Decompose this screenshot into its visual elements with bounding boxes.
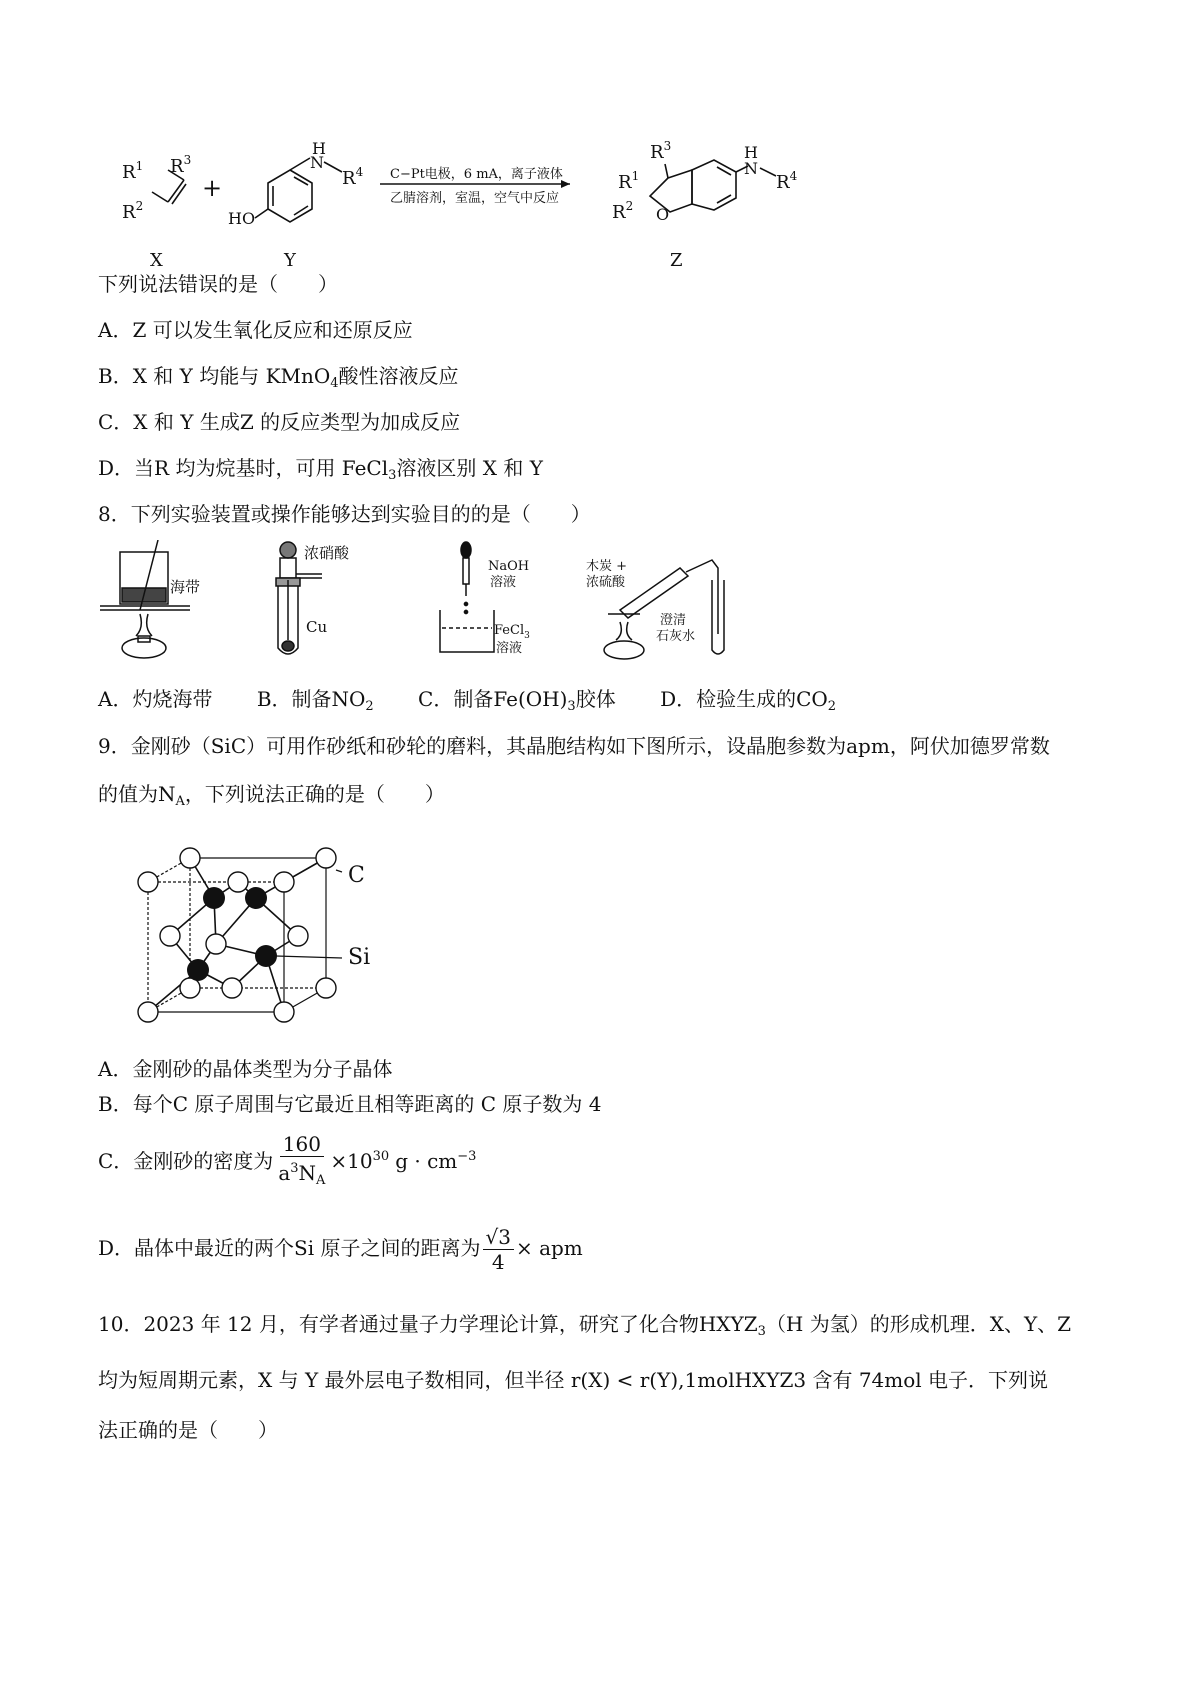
label-y: Y (284, 250, 296, 271)
d-acid-label: 浓硫酸 (586, 575, 626, 590)
q8-option-c: C．制备$Fe(OH)_3$胶体 (418, 687, 616, 714)
q9-stem-line1: 9．金刚砂（SiC）可用作砂纸和砂轮的磨料，其晶胞结构如下图所示，设晶胞参数为apm，阿伏加德罗常数 (98, 734, 1050, 758)
condition-top: C−Pt电极，6 mA，离子液体 (390, 167, 563, 182)
q9-option-a: A．金刚砂的晶体类型为分子晶体 (98, 1057, 393, 1081)
z-o: O (656, 205, 670, 224)
q9-option-c: C．金刚砂的密度为 $\frac{160}{a^3N_A}$ $\times 10^{30}$ $g \cdot cm^{-3}$ (98, 1132, 476, 1193)
q10-line3: 法正确的是（ ） (98, 1418, 278, 1442)
q10-line2: 均为短周期元素，X 与 Y 最外层电子数相同，但半径 r(X) < r(Y),1molHXYZ3 含有 74mol 电子．下列说 (98, 1368, 1049, 1392)
apparatus-c (440, 542, 494, 652)
x-r2: $R^2$ (122, 199, 144, 223)
reaction-scheme (120, 140, 840, 280)
q8-option-d: D．检验生成的$CO_2$ (660, 687, 837, 714)
z-r3: $R^3$ (650, 140, 672, 163)
apparatus-a (100, 540, 190, 658)
z-h: H (744, 143, 758, 162)
compound-y (255, 158, 342, 222)
q7-option-c: C．X 和 Y 生成Z 的反应类型为加成反应 (98, 410, 461, 434)
c-atom-label: C (348, 863, 365, 888)
a-seaweed-label: 海带 (170, 578, 201, 596)
q7-stem: 下列说法错误的是（ ） (98, 272, 338, 296)
y-ho: HO (228, 209, 256, 228)
sic-unit-cell-figure (130, 840, 420, 1030)
q10-line1: 10．2023 年 12 月，有学者通过量子力学理论计算，研究了化合物$HXYZ_3(H$ 为氢）的形成机理．X、Y、Z (98, 1312, 1072, 1339)
b-cu-label: Cu (306, 618, 328, 636)
si-atom-label: Si (348, 945, 371, 970)
c-naoh-label-2: 溶液 (490, 575, 517, 590)
q8-options (98, 685, 836, 721)
z-n: N (744, 159, 758, 178)
q7-option-d: D．当R 均为烷基时，可用 FeCl$_3$溶液区别 X 和 Y (98, 456, 543, 483)
x-r1: $R^1$ (122, 159, 144, 183)
x-r3: $R^3$ (170, 153, 192, 177)
z-r1: $R^1$ (618, 169, 640, 193)
distance-fraction: $\frac{√3}{4}$ (483, 1225, 514, 1274)
q9-stem-line2: 的值为$N_A$，下列说法正确的是（ ） (98, 782, 445, 809)
q8-apparatus-figure (100, 540, 820, 670)
label-z: Z (670, 250, 683, 271)
z-r2: $R^2$ (612, 199, 634, 223)
silicon-atoms (187, 887, 277, 981)
q8-option-a: A．灼烧海带 (98, 687, 213, 711)
q7-option-a: A．Z 可以发生氧化反应和还原反应 (98, 318, 413, 342)
q8-stem: 8．下列实验装置或操作能够达到实验目的的是（ ） (98, 502, 591, 526)
q8-option-b: B．制备$NO_2$ (256, 687, 374, 714)
q9-option-b: B．每个C 原子周围与它最近且相等距离的 C 原子数为 4 (98, 1092, 602, 1116)
plus-sign: + (202, 174, 223, 202)
d-charcoal-label: 木炭 + (586, 559, 628, 574)
c-naoh-label-1: NaOH (488, 559, 530, 574)
q9-option-d: D．晶体中最近的两个Si 原子之间的距离为 $\frac{√3}{4}$ × apm (98, 1225, 583, 1274)
density-fraction: $\frac{160}{a^3N_A}$ (278, 1132, 326, 1188)
b-nitric-acid-label: 浓硝酸 (304, 544, 350, 562)
c-fecl3-label-2: 溶液 (496, 641, 523, 656)
y-n: N (310, 153, 324, 172)
y-r4: $R^4$ (342, 165, 364, 189)
label-x: X (150, 250, 163, 271)
q7-option-b: B．X 和 Y 均能与 KMnO$_4$酸性溶液反应 (98, 364, 459, 391)
condition-bottom: 乙腈溶剂，室温，空气中反应 (390, 191, 560, 206)
y-h: H (312, 140, 326, 158)
d-limewater-label-2: 石灰水 (656, 629, 696, 644)
c-fecl3-label-1: FeCl$_3$ (494, 623, 530, 641)
z-r4: $R^4$ (776, 169, 798, 193)
d-limewater-label-1: 澄清 (660, 613, 687, 628)
